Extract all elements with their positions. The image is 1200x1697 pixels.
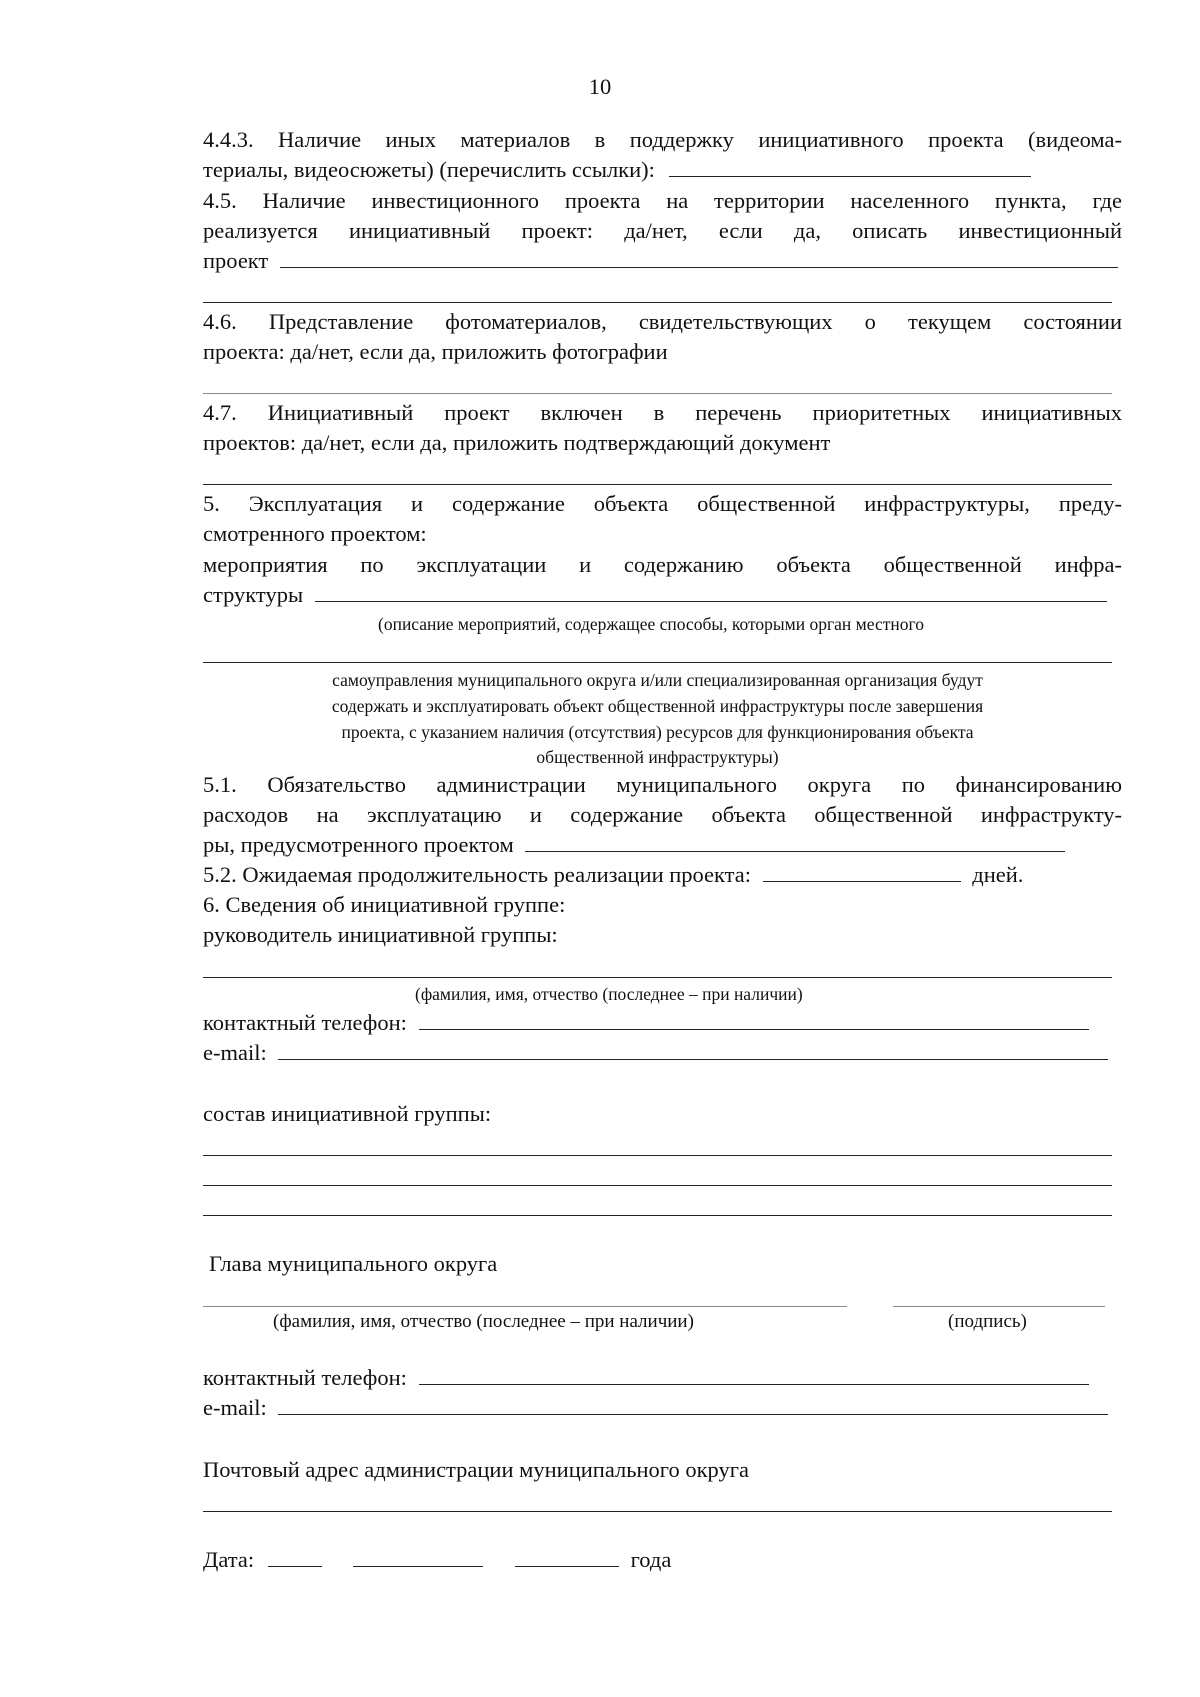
group-members-field-line-2[interactable] [203,1185,1112,1186]
section-5-line-2: смотренного проектом: [203,521,427,546]
group-leader-fio-hint: (фамилия, имя, отчество (последнее – при наличии) [415,984,803,1004]
operation-measures-field[interactable] [315,581,1107,602]
section-4-5-label: проект [203,248,269,273]
date-month-field[interactable] [353,1546,483,1567]
date-day-field[interactable] [268,1546,322,1567]
section-4-7-line-2: проектов: да/нет, если да, приложить подтверждающий документ [203,430,831,455]
operation-measures-field-line-2[interactable] [203,662,1112,663]
date-line [203,1545,671,1575]
section-5-label: структуры [203,582,304,607]
head-signature-field-line[interactable] [893,1306,1105,1307]
section-5-1-line-1: 5.1. Обязательство администрации муниципального округа по финансированию [203,772,1122,797]
head-phone-label: контактный телефон: [203,1365,407,1390]
links-field[interactable] [669,156,1031,177]
head-email-field[interactable] [278,1394,1108,1415]
section-4-5-line-1: 4.5. Наличие инвестиционного проекта на территории населенного пункта, где [203,188,1122,213]
section-5-line-1: 5. Эксплуатация и содержание объекта общественной инфраструктуры, преду- [203,491,1122,516]
section-4-7-line-1: 4.7. Инициативный проект включен в перечень приоритетных инициативных [203,400,1122,425]
duration-field[interactable] [763,861,961,882]
duration-suffix: дней. [972,862,1024,887]
head-email-label: e-mail: [203,1395,267,1420]
group-leader-field-line[interactable] [203,977,1112,978]
section-4-4-3-label: териалы, видеосюжеты) (перечислить ссылки): [203,157,655,182]
duration-label: 5.2. Ожидаемая продолжительность реализации проекта: [203,862,752,887]
section-5-line-4 [203,580,1107,610]
investment-project-field[interactable] [280,247,1118,268]
group-email-line [203,1038,1108,1068]
priority-doc-field-line[interactable] [203,484,1112,485]
section-4-4-3-line-1: 4.4.3. Наличие иных материалов в поддержку инициативного проекта (видеома- [203,127,1122,152]
group-leader-label: руководитель инициативной группы: [203,922,558,947]
group-phone-line [203,1008,1089,1038]
operation-hint-3: содержать и эксплуатировать объект общественной инфраструктуры после завершения [331,696,984,716]
head-email-line [203,1393,1108,1423]
head-fio-hint: (фамилия, имя, отчество (последнее – при наличии) [273,1311,694,1332]
section-6-heading: 6. Сведения об инициативной группе: [203,892,566,917]
group-email-field[interactable] [278,1039,1108,1060]
group-phone-field[interactable] [419,1009,1089,1030]
operation-hint-2: самоуправления муниципального округа и/или специализированная организация будут [332,670,983,690]
section-4-6-line-1: 4.6. Представление фотоматериалов, свидетельствующих о текущем состоянии [203,309,1122,334]
head-signature-hint: (подпись) [948,1311,1027,1332]
section-5-1-line-2: расходов на эксплуатацию и содержание объекта общественной инфраструкту- [203,802,1122,827]
group-email-label: e-mail: [203,1040,267,1065]
section-5-1-line-3 [203,830,1065,860]
investment-project-field-line-2[interactable] [203,302,1112,303]
head-fio-field-line[interactable] [203,1306,847,1307]
section-5-1-label: ры, предусмотренного проектом [203,832,514,857]
financing-field[interactable] [525,831,1065,852]
operation-hint-4: проекта, с указанием наличия (отсутствия) ресурсов для функционирования объекта [341,722,974,742]
photo-field-line[interactable] [203,393,1112,394]
postal-address-field-line[interactable] [203,1511,1112,1512]
date-label: Дата: [203,1547,255,1572]
operation-hint-5: общественной инфраструктуры) [536,747,779,767]
section-5-2-line [203,860,1023,890]
head-title: Глава муниципального округа [209,1251,498,1276]
date-year-field[interactable] [515,1546,619,1567]
group-members-field-line-1[interactable] [203,1155,1112,1156]
page-number: 10 [588,74,612,99]
group-members-label: состав инициативной группы: [203,1101,492,1126]
head-phone-line [203,1363,1089,1393]
operation-hint-1: (описание мероприятий, содержащее способы, которыми орган местного [378,614,924,634]
section-4-5-line-2: реализуется инициативный проект: да/нет, если да, описать инвестиционный [203,218,1122,243]
section-4-5-line-3 [203,246,1118,276]
section-4-4-3-line-2 [203,155,1031,185]
date-suffix: года [630,1547,672,1572]
group-members-field-line-3[interactable] [203,1215,1112,1216]
section-4-6-line-2: проекта: да/нет, если да, приложить фотографии [203,339,668,364]
postal-address-label: Почтовый адрес администрации муниципального округа [203,1457,749,1482]
head-phone-field[interactable] [419,1364,1089,1385]
group-phone-label: контактный телефон: [203,1010,407,1035]
section-5-line-3: мероприятия по эксплуатации и содержанию объекта общественной инфра- [203,552,1122,577]
